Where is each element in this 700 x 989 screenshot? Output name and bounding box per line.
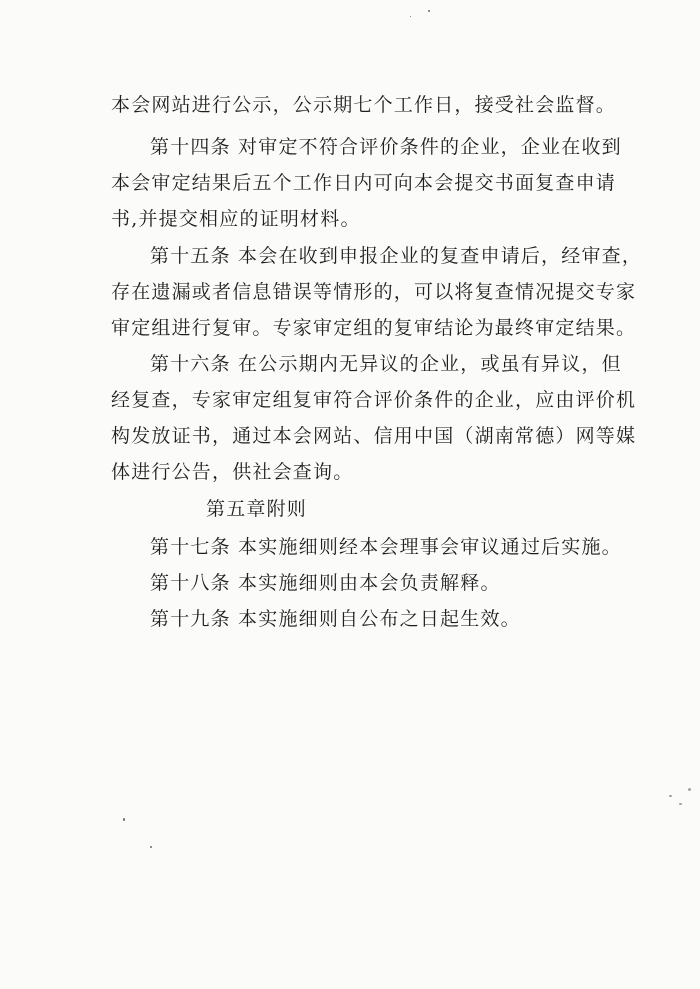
article-19-line: 第十九条 本实施细则自公布之日起生效。 [150, 608, 521, 630]
scan-speck [669, 795, 672, 797]
body-text-line: 书,并提交相应的证明材料。 [111, 208, 361, 230]
scan-speck [679, 803, 682, 805]
article-14-heading-line: 第十四条 对审定不符合评价条件的企业，企业在收到 [150, 136, 622, 158]
body-text-line: 本会审定结果后五个工作日内可向本会提交书面复查申请 [111, 172, 617, 194]
article-15-heading-line: 第十五条 本会在收到申报企业的复查申请后，经审查， [150, 245, 643, 267]
scan-speck [123, 818, 125, 821]
article-17-line: 第十七条 本实施细则经本会理事会审议通过后实施。 [150, 536, 622, 558]
body-text-line: 构发放证书，通过本会网站、信用中国（湖南常德）网等媒 [111, 425, 637, 447]
scan-speck [150, 846, 152, 848]
chapter-heading: 第五章附则 [206, 498, 308, 520]
body-text-line: 本会网站进行公示，公示期七个工作日，接受社会监督。 [111, 94, 617, 116]
body-text-line: 审定组进行复审。专家审定组的复审结论为最终审定结果。 [111, 317, 637, 339]
article-16-heading-line: 第十六条 在公示期内无异议的企业，或虽有异议，但 [150, 353, 622, 375]
scan-speck [688, 788, 691, 791]
body-text-line: 存在遗漏或者信息错误等情形的，可以将复查情况提交专家 [111, 281, 637, 303]
body-text-line: 经复查，专家审定组复审符合评价条件的企业，应由评价机 [111, 389, 637, 411]
scan-speck [428, 10, 430, 12]
body-text-line: 体进行公告，供社会查询。 [111, 461, 354, 483]
article-18-line: 第十八条 本实施细则由本会负责解释。 [150, 572, 501, 594]
scan-speck [410, 16, 411, 17]
